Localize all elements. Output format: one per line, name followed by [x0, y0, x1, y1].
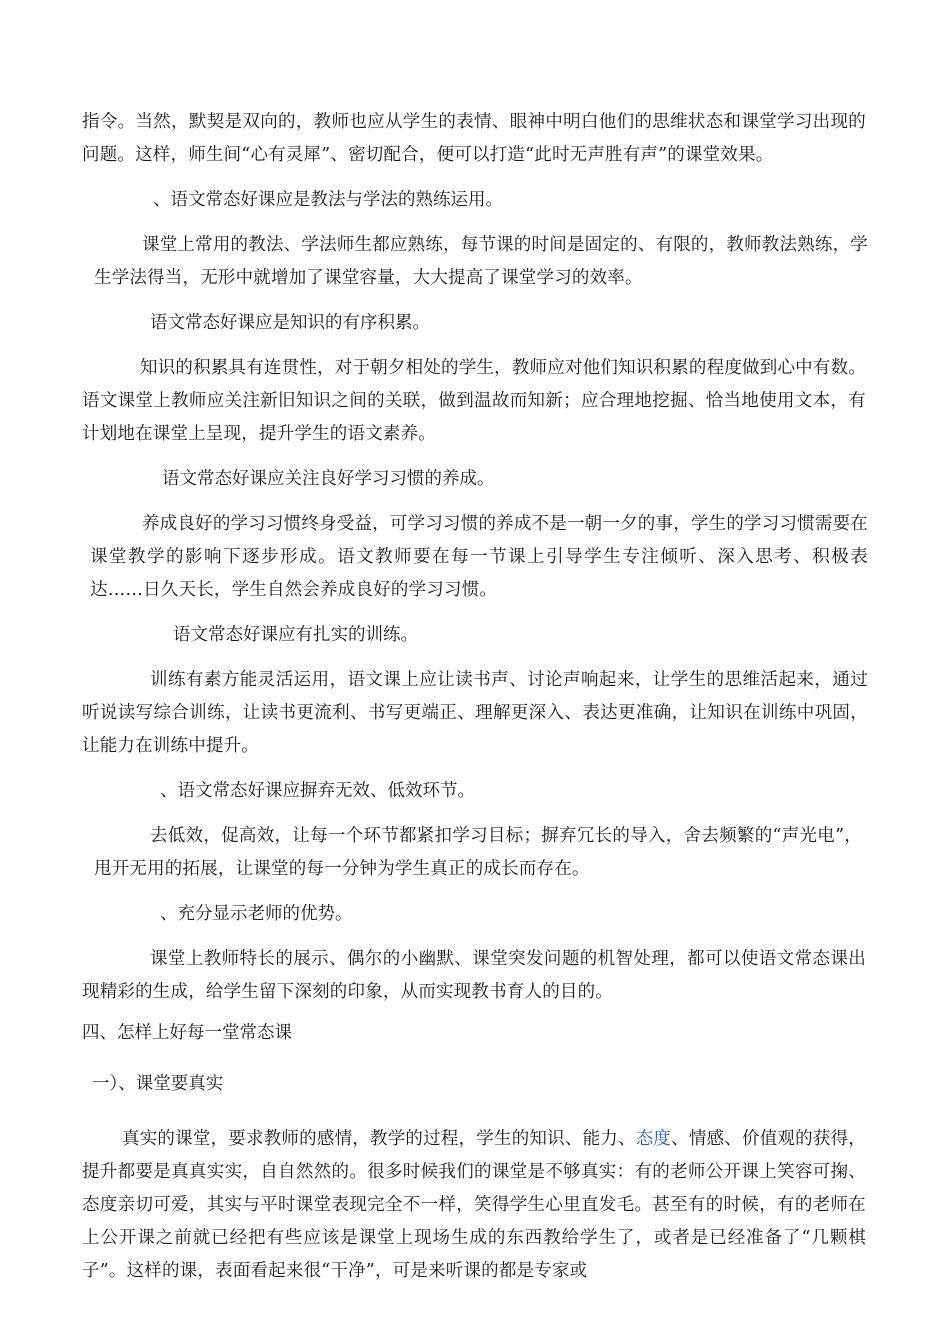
- paragraph-item-10: 课堂上教师特长的展示、偶尔的小幽默、课堂突发问题的机智处理，都可以使语文常态课出现精彩的生成，给学生留下深刻的印象，从而实现教书育人的目的。: [82, 949, 866, 1002]
- heading-item-6: 语文常态好课应是知识的有序积累。: [150, 313, 430, 333]
- heading-item-9: 、语文常态好课应摒弃无效、低效环节。: [160, 781, 475, 801]
- paragraph-text-part-1: 真实的课堂，要求教师的感情，教学的过程，学生的知识、能力、: [122, 1129, 636, 1149]
- paragraph-item-8: 训练有素方能灵活运用，语文课上应让读书声、讨论声响起来，让学生的思维活起来，通过听说读写综合训练，让读书更流利、书写更端正、理解更深入、表达更准确，让知识在训练中巩固，让能力在训练中提升。: [82, 670, 868, 756]
- heading-item-5: 、语文常态好课应是教法与学法的熟练运用。: [153, 190, 503, 210]
- paragraph-text-part-2: 、情感、价值观的获得，提升都要是真真实实，自自然然的。很多时候我们的课堂是不够真实：有的老师公开课上笑容可掬、态度亲切可爱，其实与平时课堂表现完全不一样，笑得学生心里直发毛。甚至有的时候，有的老师在上公开课之前就已经把有些应该是课堂上现场生成的东西教给学生了，或者是已经准备了“几颗棋子”。这样的课，表面看起来很“干净”，可是来听课的都是专家或: [82, 1129, 866, 1281]
- paragraph-item-6: 知识的积累具有连贯性，对于朝夕相处的学生，教师应对他们知识积累的程度做到心中有数。语文课堂上教师应关注新旧知识之间的关联，做到温故而知新；应合理地挖掘、恰当地使用文本，有计划地在课堂上呈现，提升学生的语文素养。: [82, 358, 866, 444]
- section-heading-4: 四、怎样上好每一堂常态课: [82, 1023, 292, 1043]
- paragraph-item-9: 去低效，促高效，让每一个环节都紧扣学习目标；摒弃冗长的导入，舍去频繁的“声光电”，甩开无用的拓展，让课堂的每一分钟为学生真正的成长而存在。: [94, 826, 862, 879]
- heading-item-7: 语文常态好课应关注良好学习习惯的养成。: [162, 469, 495, 489]
- heading-item-10: 、充分显示老师的优势。: [160, 904, 353, 924]
- paragraph-continuation: 指令。当然，默契是双向的，教师也应从学生的表情、眼神中明白他们的思维状态和课堂学习出现的问题。这样，师生间“心有灵犀”、密切配合，便可以打造“此时无声胜有声”的课堂效果。: [82, 112, 866, 165]
- paragraph-item-5: 课堂上常用的教法、学法师生都应熟练，每节课的时间是固定的、有限的，教师教法熟练，学生学法得当，无形中就增加了课堂容量，大大提高了课堂学习的效率。: [94, 235, 868, 288]
- link-attitude[interactable]: 态度: [635, 1129, 672, 1149]
- paragraph-item-7: 养成良好的学习习惯终身受益，可学习习惯的养成不是一朝一夕的事，学生的学习习惯需要在课堂教学的影响下逐步形成。语文教师要在每一节课上引导学生专注倾听、深入思考、积极表达……日久天长，学生自然会养成良好的学习习惯。: [90, 514, 868, 600]
- subsection-heading-1: 一）、课堂要真实: [92, 1074, 224, 1094]
- paragraph-real-classroom: [82, 1123, 866, 1288]
- heading-item-8: 语文常态好课应有扎实的训练。: [173, 625, 418, 645]
